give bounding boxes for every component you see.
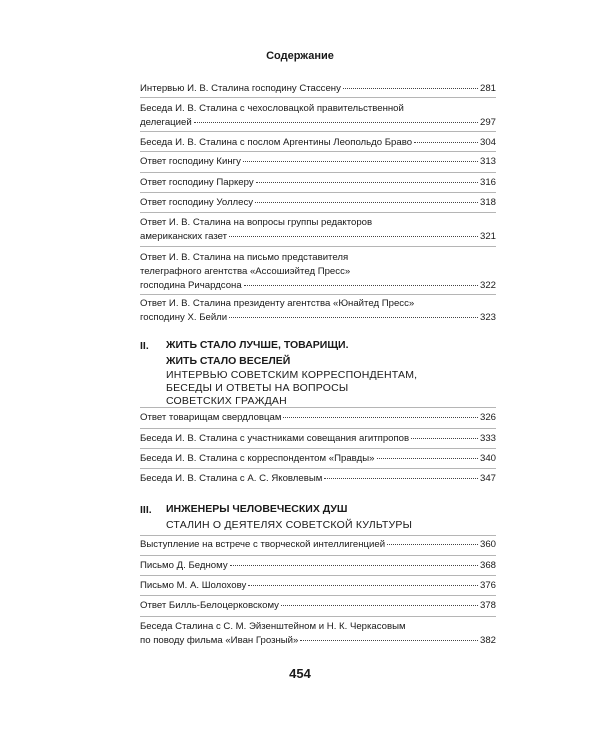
leader-dots — [343, 88, 478, 89]
divider — [140, 595, 496, 596]
toc-entry — [140, 432, 496, 446]
toc-entry-title: Письмо М. А. Шолохову — [140, 580, 247, 591]
section-title-line: ЖИТЬ СТАЛО ЛУЧШЕ, ТОВАРИЩИ. — [166, 339, 349, 351]
toc-entry-title: телеграфного агентства «Ассошиэйтед Пресс» — [140, 266, 351, 277]
toc-page-number: 304 — [479, 137, 496, 148]
toc-entry — [140, 196, 496, 210]
toc-entry-title: американских газет — [140, 231, 228, 242]
toc-entry — [140, 176, 496, 190]
toc-entry-title: Ответ господину Паркеру — [140, 177, 254, 188]
toc-entry — [140, 82, 496, 96]
leader-dots — [248, 585, 478, 586]
toc-entry-title: Беседа И. В. Сталина с послом Аргентины Леопольдо Браво — [140, 137, 413, 148]
toc-page-number: 382 — [479, 635, 496, 646]
leader-dots — [377, 458, 478, 459]
divider — [140, 212, 496, 213]
toc-entry — [140, 452, 496, 466]
running-head: Содержание — [266, 50, 334, 62]
divider — [140, 131, 496, 132]
divider — [140, 407, 496, 408]
divider — [140, 172, 496, 173]
section-subtitle — [166, 519, 412, 532]
leader-dots — [229, 236, 478, 237]
divider — [140, 192, 496, 193]
toc-page-number: 376 — [479, 580, 496, 591]
toc-entry — [140, 538, 496, 552]
section-subtitle-line: ИНТЕРВЬЮ СОВЕТСКИМ КОРРЕСПОНДЕНТАМ, — [166, 369, 418, 381]
toc-entry-title: Беседа И. В. Сталина с А. С. Яковлевым — [140, 473, 323, 484]
section-title-line: ЖИТЬ СТАЛО ВЕСЕЛЕЙ — [166, 355, 291, 367]
toc-page-number: 347 — [479, 473, 496, 484]
toc-entry-title: Беседа И. В. Сталина с участниками совещания агитпропов — [140, 433, 410, 444]
section-subtitle-line: СТАЛИН О ДЕЯТЕЛЯХ СОВЕТСКОЙ КУЛЬТУРЫ — [166, 519, 413, 531]
toc-entry — [140, 579, 496, 593]
divider — [140, 555, 496, 556]
toc-entry — [140, 599, 496, 613]
toc-entry-title: Письмо Д. Бедному — [140, 560, 228, 571]
leader-dots — [194, 122, 478, 123]
toc-page-number: 281 — [479, 83, 496, 94]
toc-entry — [140, 216, 496, 244]
leader-dots — [281, 605, 478, 606]
toc-page-number: 340 — [479, 453, 496, 464]
leader-dots — [324, 478, 478, 479]
leader-dots — [229, 317, 478, 318]
leader-dots — [230, 565, 478, 566]
leader-dots — [283, 417, 478, 418]
toc-page-number: 368 — [479, 560, 496, 571]
divider — [140, 97, 496, 98]
toc-entry — [140, 620, 496, 648]
toc-entry-title: господина Ричардсона — [140, 280, 242, 291]
toc-entry-title: Ответ И. В. Сталина на письмо представителя — [140, 252, 349, 263]
section-subtitle-line: СОВЕТСКИХ ГРАЖДАН — [166, 395, 287, 407]
toc-entry-title: Интервью И. В. Сталина господину Стассену — [140, 83, 341, 94]
divider — [140, 575, 496, 576]
leader-dots — [414, 142, 478, 143]
divider — [140, 428, 496, 429]
toc-entry-title: Ответ И. В. Сталина на вопросы группы редакторов — [140, 217, 373, 228]
divider — [140, 616, 496, 617]
leader-dots — [256, 182, 478, 183]
leader-dots — [300, 640, 478, 641]
toc-page-number: 323 — [479, 312, 496, 323]
section-subtitle-line: БЕСЕДЫ И ОТВЕТЫ НА ВОПРОСЫ — [166, 382, 349, 394]
toc-page-number: 313 — [479, 156, 496, 167]
divider — [140, 246, 496, 247]
toc-entry — [140, 472, 496, 486]
section-title — [166, 501, 347, 517]
toc-page-number: 316 — [479, 177, 496, 188]
toc-page-number: 360 — [479, 539, 496, 550]
toc-entry-title: делегацией — [140, 117, 192, 128]
section-number: III. — [140, 504, 152, 516]
toc-entry-title: Беседа Сталина с С. М. Эйзенштейном и Н. К. Черкасовым — [140, 621, 406, 632]
section-number: II. — [140, 340, 149, 352]
toc-entry — [140, 411, 496, 425]
toc-entry-title: господину Х. Бейли — [140, 312, 228, 323]
divider — [140, 294, 496, 295]
toc-entry-title: Беседа И. В. Сталина с корреспондентом «Правды» — [140, 453, 375, 464]
divider — [140, 151, 496, 152]
toc-entry-title: по поводу фильма «Иван Грозный» — [140, 635, 299, 646]
toc-page-number: 378 — [479, 600, 496, 611]
toc-entry — [140, 155, 496, 169]
toc-page-number: 322 — [479, 280, 496, 291]
toc-page-number: 333 — [479, 433, 496, 444]
toc-entry — [140, 102, 496, 130]
divider — [140, 448, 496, 449]
page-folio: 454 — [289, 666, 311, 681]
toc-entry — [140, 136, 496, 150]
toc-entry-title: Выступление на встрече с творческой интеллигенцией — [140, 539, 386, 550]
toc-page-number: 321 — [479, 231, 496, 242]
toc-page-number: 326 — [479, 412, 496, 423]
divider — [140, 535, 496, 536]
section-title — [166, 337, 349, 369]
leader-dots — [243, 161, 478, 162]
toc-entry — [140, 251, 496, 293]
divider — [140, 468, 496, 469]
toc-entry-title: Ответ господину Уоллесу — [140, 197, 254, 208]
toc-page-number: 318 — [479, 197, 496, 208]
leader-dots — [411, 438, 478, 439]
leader-dots — [244, 285, 478, 286]
section-title-line: ИНЖЕНЕРЫ ЧЕЛОВЕЧЕСКИХ ДУШ — [166, 503, 348, 515]
toc-entry-title: Ответ господину Кингу — [140, 156, 241, 167]
leader-dots — [255, 202, 478, 203]
toc-entry — [140, 297, 496, 325]
toc-entry-title: Ответ И. В. Сталина президенту агентства «Юнайтед Пресс» — [140, 298, 415, 309]
toc-entry-title: Ответ товарищам свердловцам — [140, 412, 282, 423]
toc-entry-title: Беседа И. В. Сталина с чехословацкой правительственной — [140, 103, 404, 114]
toc-entry-title: Ответ Билль-Белоцерковскому — [140, 600, 279, 611]
toc-page-number: 297 — [479, 117, 496, 128]
toc-entry — [140, 559, 496, 573]
section-subtitle — [166, 369, 417, 408]
leader-dots — [387, 544, 478, 545]
